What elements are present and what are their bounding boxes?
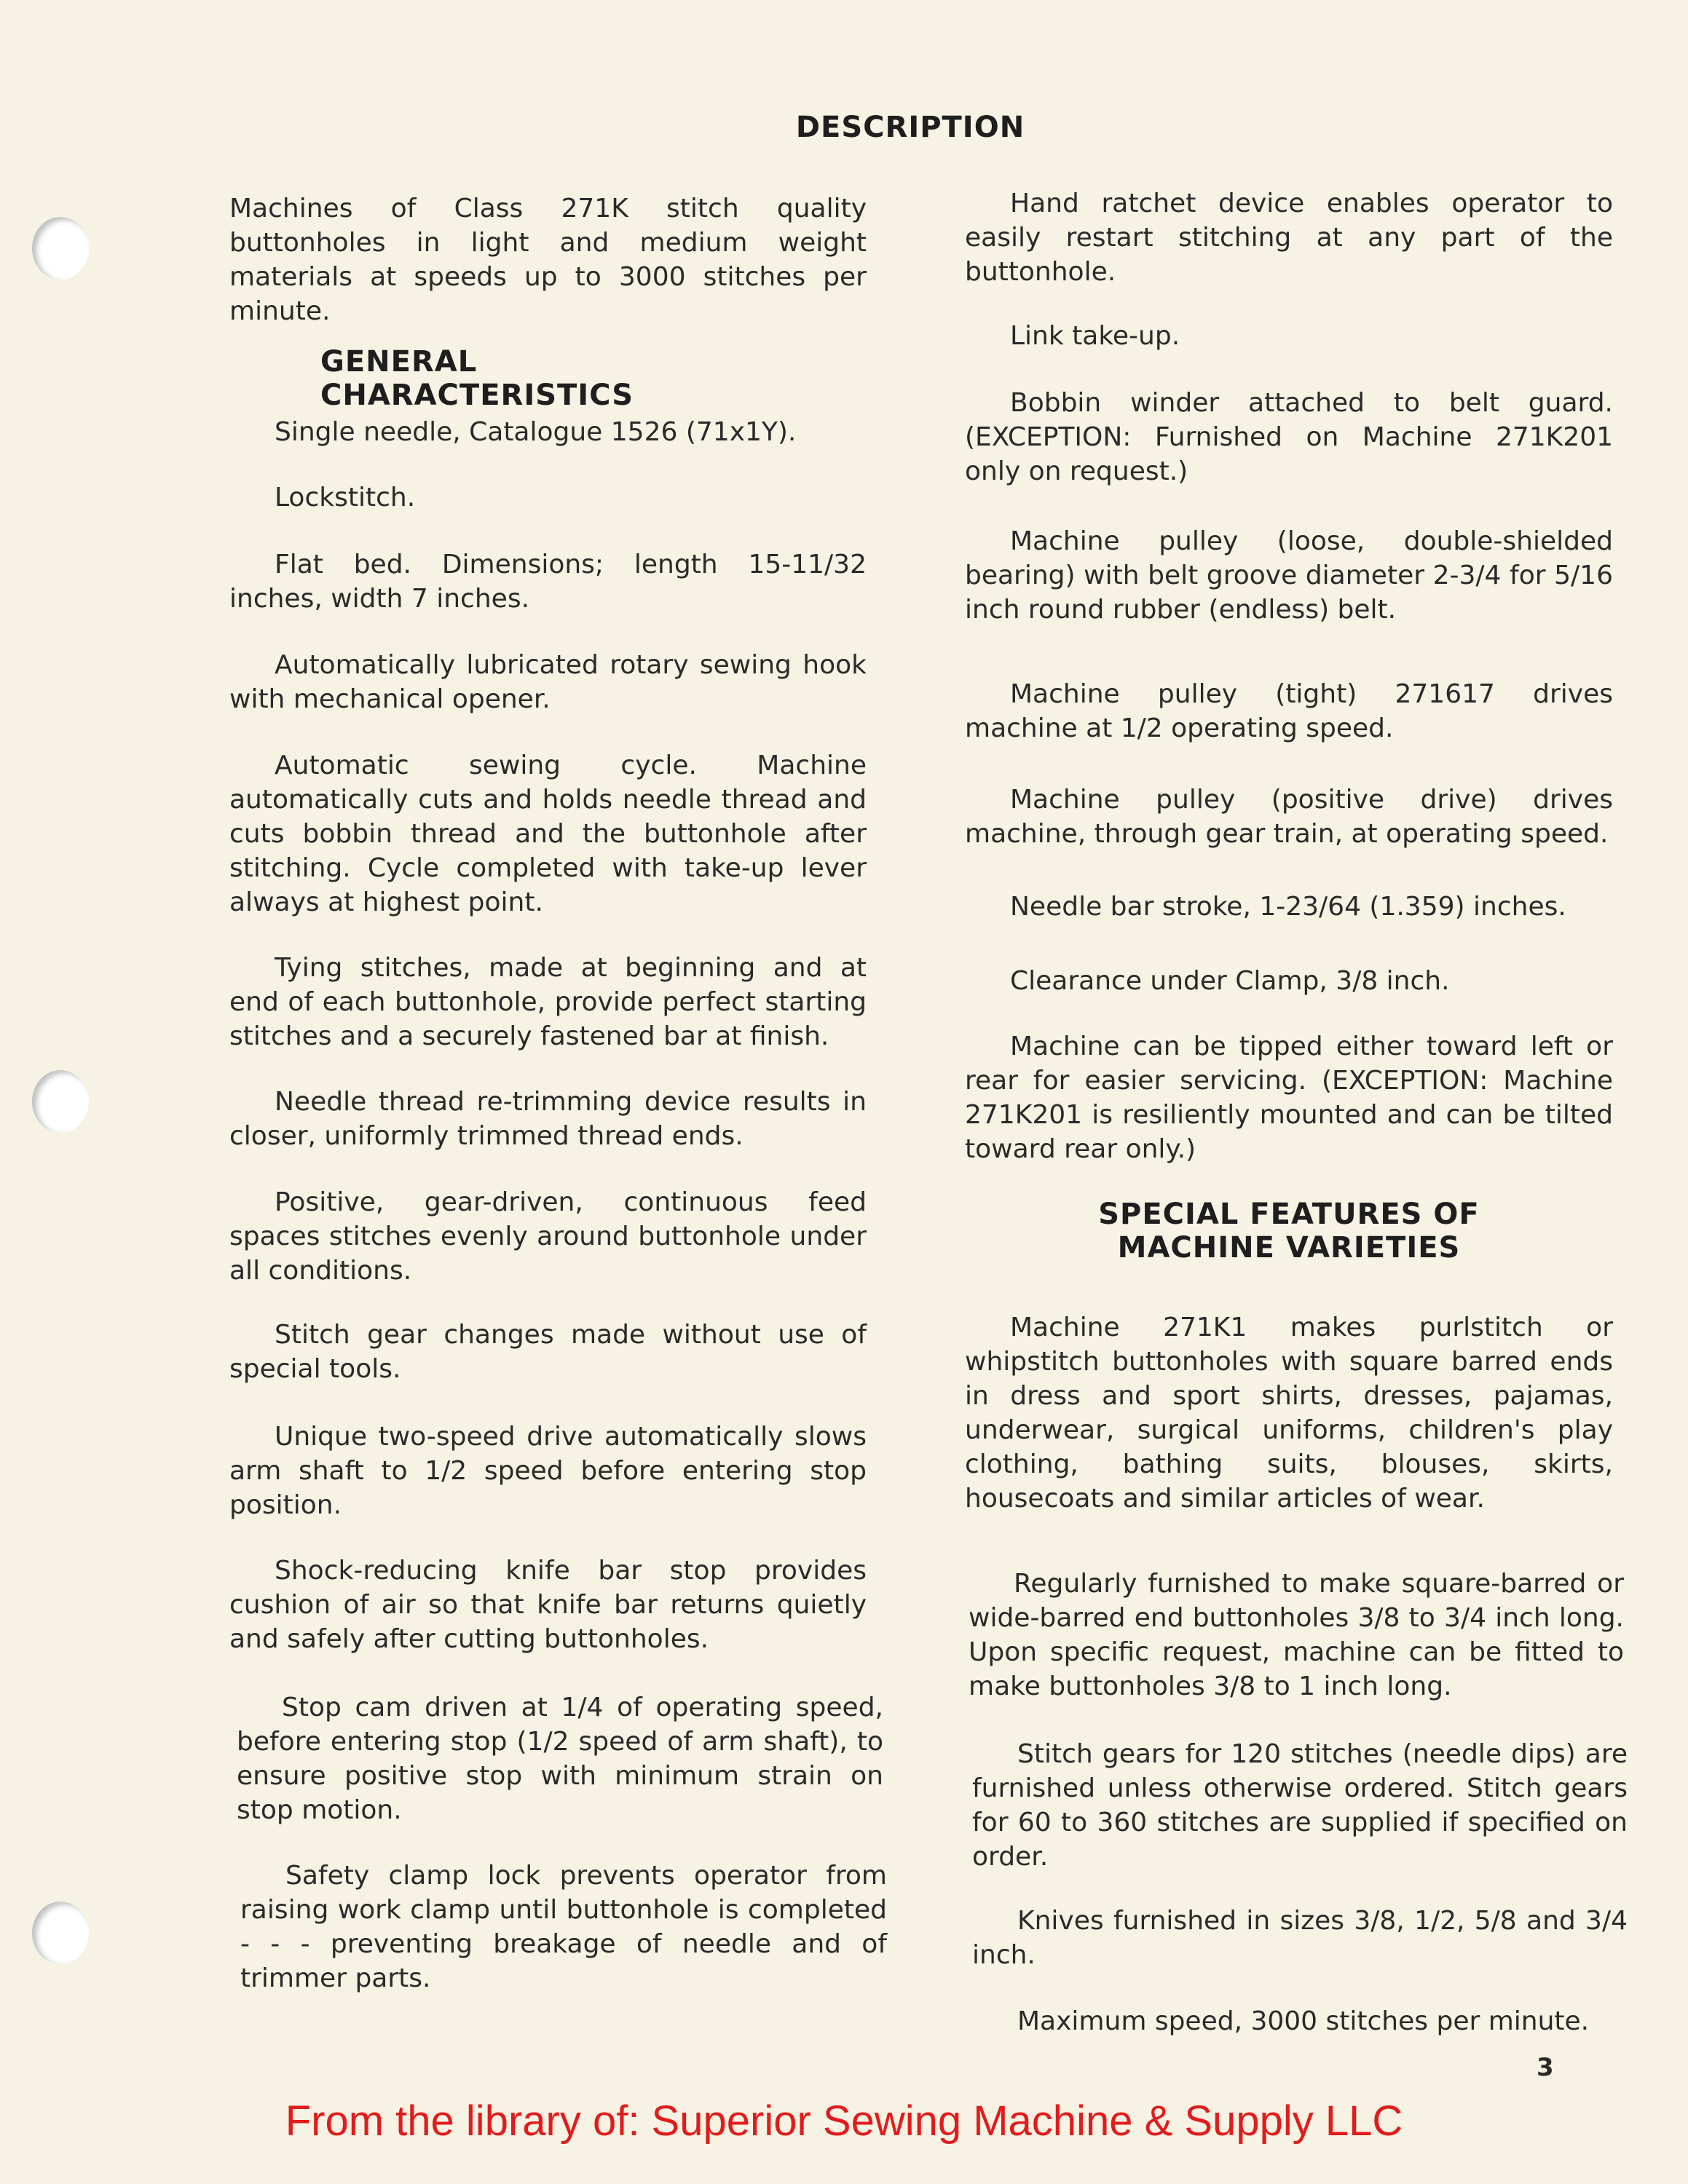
special-features-heading-line2: MACHINE VARIETIES bbox=[1117, 1231, 1461, 1265]
binder-hole-bottom bbox=[32, 1902, 89, 1964]
list-item: Needle thread re-trimming device results in closer, uniformly trimmed thread ends. bbox=[229, 1087, 867, 1151]
list-item: Single needle, Catalogue 1526 (71x1Y). bbox=[275, 417, 797, 447]
list-item: Link take-up. bbox=[1010, 321, 1180, 351]
binder-hole-top bbox=[32, 217, 89, 280]
list-item: Unique two-speed drive automatically slows arm shaft to 1/2 speed before entering stop position. bbox=[229, 1422, 867, 1520]
list-item: Bobbin winder attached to belt guard. (EXCEPTION: Furnished on Machine 271K201 only on request.) bbox=[965, 388, 1613, 486]
special-features-heading bbox=[1034, 1198, 1544, 1265]
list-item: Hand ratchet device enables operator to easily restart stitching at any part of the buttonhole. bbox=[965, 189, 1613, 287]
special-features-heading-line1: SPECIAL FEATURES OF bbox=[1098, 1198, 1480, 1231]
list-item: Machine 271K1 makes purlstitch or whipstitch buttonholes with square barred ends in dress and sport shirts, dresses, pajamas, underwear, surgical uniforms, children's play clothing, bathing suits, blouses, skirts, housecoats and similar articles of wear. bbox=[965, 1313, 1613, 1514]
list-item: Shock-reducing knife bar stop provides cushion of air so that knife bar returns quietly and safely after cutting buttonholes. bbox=[229, 1556, 867, 1654]
list-item: Lockstitch. bbox=[275, 483, 416, 513]
list-item: Automatically lubricated rotary sewing hook with mechanical opener. bbox=[229, 650, 867, 714]
list-item: Knives furnished in sizes 3/8, 1/2, 5/8 and 3/4 inch. bbox=[972, 1906, 1628, 1970]
list-item: Stop cam driven at 1/4 of operating speed, before entering stop (1/2 speed of arm shaft), to ensure positive stop with minimum strain on stop motion. bbox=[237, 1693, 883, 1825]
intro-paragraph: Machines of Class 271K stitch quality buttonholes in light and medium weight materials at speeds up to 3000 stitches per minute. bbox=[229, 194, 867, 326]
list-item: Machine pulley (tight) 271617 drives machine at 1/2 operating speed. bbox=[965, 679, 1613, 743]
page-title: DESCRIPTION bbox=[795, 111, 1025, 144]
list-item: Safety clamp lock prevents operator from raising work clamp until buttonhole is completed - - - preventing breakage of needle and of trimmer parts. bbox=[240, 1861, 887, 1993]
list-item: Positive, gear-driven, continuous feed spaces stitches evenly around buttonhole under all conditions. bbox=[229, 1187, 867, 1286]
list-item: Stitch gears for 120 stitches (needle dips) are furnished unless otherwise ordered. Stitch gears for 60 to 360 stitches are supplied if specified on order. bbox=[972, 1739, 1628, 1872]
list-item: Clearance under Clamp, 3/8 inch. bbox=[1010, 966, 1450, 996]
page-number: 3 bbox=[1537, 2053, 1554, 2082]
list-item: Maximum speed, 3000 stitches per minute. bbox=[1017, 2006, 1590, 2036]
list-item: Machine pulley (positive drive) drives machine, through gear train, at operating speed. bbox=[965, 785, 1613, 849]
library-footer: From the library of: Superior Sewing Machine & Supply LLC bbox=[285, 2097, 1403, 2145]
binder-hole-middle bbox=[32, 1070, 89, 1133]
list-item: Machine pulley (loose, double-shielded bearing) with belt groove diameter 2-3/4 for 5/16 inch round rubber (endless) belt. bbox=[965, 526, 1613, 625]
list-item: Automatic sewing cycle. Machine automatically cuts and holds needle thread and cuts bobbin thread and the buttonhole after stitching. Cycle completed with take-up lever always at highest point. bbox=[229, 751, 867, 917]
general-characteristics-heading: GENERAL CHARACTERISTICS bbox=[320, 345, 634, 412]
list-item: Machine can be tipped either toward left or rear for easier servicing. (EXCEPTION: Machine 271K201 is resiliently mounted and can be tilted toward rear only.) bbox=[965, 1032, 1613, 1164]
list-item: Needle bar stroke, 1-23/64 (1.359) inches. bbox=[1010, 892, 1566, 922]
list-item: Stitch gear changes made without use of special tools. bbox=[229, 1320, 867, 1384]
list-item: Regularly furnished to make square-barred or wide-barred end buttonholes 3/8 to 3/4 inch long. Upon specific request, machine can be fitted to make buttonholes 3/8 to 1 inch long. bbox=[969, 1569, 1624, 1701]
list-item: Flat bed. Dimensions; length 15-11/32 inches, width 7 inches. bbox=[229, 550, 867, 614]
list-item: Tying stitches, made at beginning and at end of each buttonhole, provide perfect starting stitches and a securely fastened bar at finish. bbox=[229, 953, 867, 1051]
